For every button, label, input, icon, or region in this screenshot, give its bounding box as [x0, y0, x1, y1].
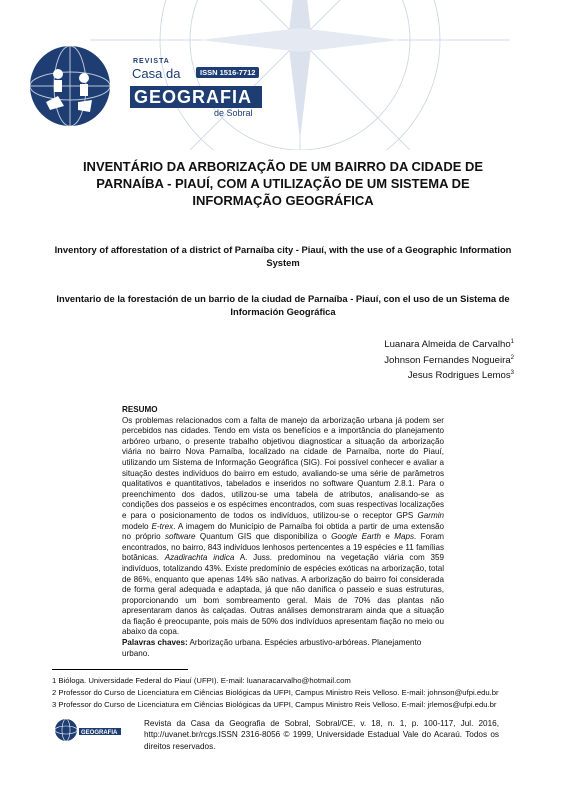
abstract-italic-term: software [164, 532, 196, 542]
abstract-italic-term: E-trex [151, 521, 174, 531]
logo-sobral-label: de Sobral [214, 108, 253, 118]
author-name: Jesus Rodrigues Lemos [407, 370, 511, 382]
author-list [384, 336, 514, 383]
abstract-text: . Foram encontrados, no bairro, 843 indivíduos lenhosos pertencentes a 19 espécies e 11 famílias botânicas. [122, 532, 445, 563]
footnote-3: 3 Professor do Curso de Licenciatura em Ciências Biológicas da UFPI, Campus Ministro Reis Velloso. E-mail: jrlemos@ufpi.edu.br [52, 700, 497, 709]
author-2 [384, 352, 514, 368]
title-spanish: Inventario de la forestación de un barrio de la ciudad de Parnaíba - Piauí, con el uso de un Sistema de Información Geográfica [56, 293, 510, 317]
author-3 [384, 367, 514, 383]
author-1 [384, 336, 514, 352]
keywords-label: Palavras chaves: [122, 638, 188, 648]
abstract-text: Os problemas relacionados com a falta de manejo da arborização urbana já podem ser percebidos nas cidades. Tendo em vista os benefícios e a importância do planejamento arbóreo urbano, o presente trabalho objetivou diagnosticar a situação da arborização viária no bairro Nova Parnaíba, localizado na cidade de Parnaíba, norte do Piauí, utilizando um Sistema de Informação Geográfica (SIG). Foi possível conhecer e avaliar a situação destes indivíduos do bairro em estudo, avaliando-se uma série de parâmetros qualitativos e quantitativos, tabelados e inseridos no software Quantum 2.8.1. Para o preenchimento dos dados, utilizou-se uma tabela de atributos, analisando-se as condições dos passeios e os espécimes encontrados, com suas respectivas localizações e para o posicionamento de todos os indivíduos, utilizou-se o receptor GPS [122, 415, 444, 520]
abstract-italic-term: Garmin [417, 510, 444, 520]
abstract-italic-term: Azadirachta indica [164, 553, 235, 563]
logo-revista-label: REVISTA [133, 58, 170, 65]
author-affiliation-mark: 2 [510, 354, 514, 361]
title-portuguese: INVENTÁRIO DA ARBORIZAÇÃO DE UM BAIRRO DA CIDADE DE PARNAÍBA - PIAUÍ, COM A UTILIZAÇÃO DE UM SISTEMA DE INFORMAÇÃO GEOGRÁFICA [82, 159, 484, 208]
footer-journal-logo-icon [54, 717, 124, 743]
logo-casa-label: Casa da [132, 66, 181, 81]
abstract-text: e [380, 532, 395, 542]
logo-issn-badge: ISSN 1516-7712 [196, 67, 259, 78]
logo-geografia-label: GEOGRAFIA [130, 86, 262, 108]
abstract-italic-term: Maps [394, 532, 414, 542]
footer-logo-label: GEOGRAFIA [81, 730, 118, 736]
abstract-heading: RESUMO [122, 405, 158, 414]
author-affiliation-mark: 3 [510, 370, 514, 377]
abstract-italic-term: Google Earth [331, 532, 381, 542]
title-english: Inventory of afforestation of a district of Parnaíba city - Piauí, with the use of a Geographic Information System [54, 244, 512, 268]
abstract-text: modelo [122, 521, 152, 531]
footnote-1: 1 Bióloga. Universidade Federal do Piauí (UFPI). E-mail: luanaracarvalho@hotmail.com [52, 676, 351, 685]
author-name: Luanara Almeida de Carvalho [384, 339, 511, 351]
footnote-divider [52, 669, 188, 670]
abstract-section [122, 405, 444, 659]
footnotes [52, 675, 522, 711]
keywords-line [122, 638, 444, 659]
abstract-body [122, 416, 444, 638]
author-name: Johnson Fernandes Nogueira [384, 354, 511, 366]
author-affiliation-mark: 1 [510, 339, 514, 345]
abstract-text: . A imagem do Município de Parnaíba foi obtida a partir de uma extensão no próprio [122, 521, 445, 542]
footnote-2: 2 Professor do Curso de Licenciatura em Ciências Biológicas da UFPI, Campus Ministro Reis Velloso. E-mail: johnson@ufpi.edu.br [52, 688, 499, 697]
citation-footer: Revista da Casa da Geografia de Sobral, Sobral/CE, v. 18, n. 1, p. 100-117, Jul. 2016, http://uvanet.br/rcgs.ISSN 2316-8056 © 1999, Universidade Estadual Vale do Acaraú. Todos os direitos reservados. [144, 719, 499, 751]
abstract-text: Quantum GIS que disponibiliza o [195, 532, 332, 542]
keywords-text: Arborização urbana. Espécies arbustivo-arbóreas. Planejamento urbano. [122, 638, 422, 658]
abstract-text: A. Juss. predominou na vegetação viária com 359 indivíduos, totalizando 43%. Existe predomínio de espécies exóticas na arborização, total de 86%, enquanto que apenas 14% são nativas. A arborização do bairro foi considerada de forma geral adequada e adaptada, já que não danifica o passeio e suas estruturas, proporcionando um bom sombreamento geral. Mais de 70% das plantas não apresentaram danos às calçadas. Outras análises demonstraram ainda que a situação da fiação é preocupante, pois mais de 50% dos indivíduos apresentam fiação no meio ou abaixo da copa. [122, 553, 444, 637]
